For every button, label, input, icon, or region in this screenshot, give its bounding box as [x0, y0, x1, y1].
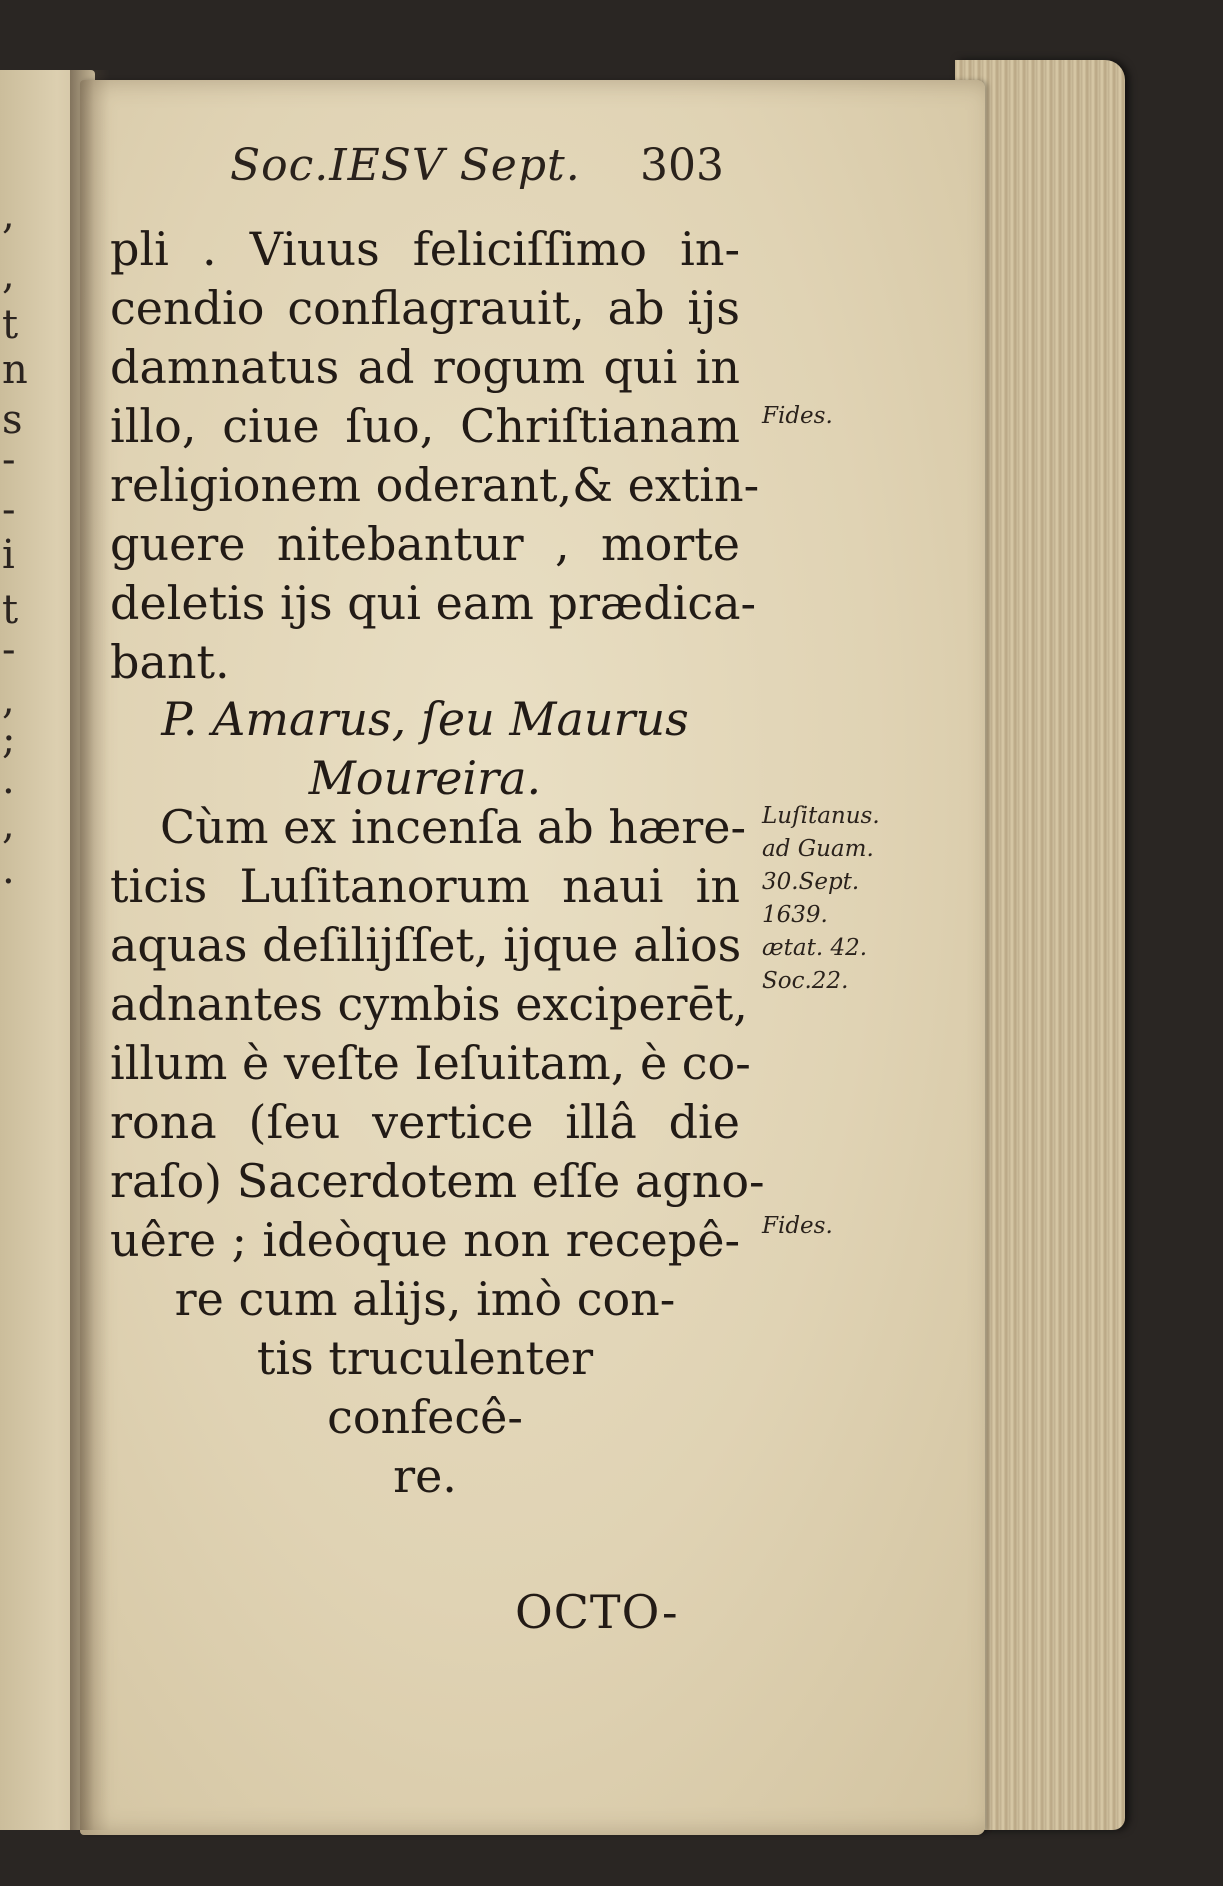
text-line: rona (ſeu vertice illâ die [110, 1095, 740, 1149]
margin-note-fides: Fides. [762, 1213, 833, 1239]
text-line: damnatus ad rogum qui in [110, 340, 740, 394]
facing-glyph: . [2, 847, 15, 893]
text-line: adnantes cymbis exciperēt, [110, 977, 748, 1031]
text-line: religionem oderant,& extin- [110, 458, 760, 512]
text-line: pli . Viuus feliciſſimo in- [110, 222, 740, 276]
text-line: confecê- [327, 1390, 523, 1444]
facing-glyph: s [2, 397, 23, 443]
text-line: cendio conflagrauit, ab ijs [110, 281, 740, 335]
page-number: 303 [640, 140, 724, 191]
text-line: aquas deſilijſſet, ijque alios [110, 918, 742, 972]
heading-line: Moureira. [308, 751, 542, 805]
entry-heading [110, 690, 740, 808]
margin-note-line: ætat. 42. [762, 935, 868, 961]
facing-glyph: , [2, 252, 15, 298]
text-line: re cum alijs, imò con- [174, 1272, 676, 1326]
facing-glyph: , [2, 192, 15, 238]
body-paragraph [110, 220, 760, 692]
catchword: OCTO- [515, 1585, 679, 1639]
margin-note-line: Soc.22. [762, 968, 849, 994]
text-line: bant. [110, 635, 230, 689]
facing-glyph: t [2, 302, 19, 348]
margin-note-line: 1639. [762, 902, 828, 928]
facing-glyph: - [2, 627, 16, 673]
facing-glyph: - [2, 437, 16, 483]
running-header [150, 140, 750, 200]
facing-glyph: i [2, 532, 15, 578]
entry-paragraph [110, 798, 765, 1506]
facing-glyph: , [2, 802, 15, 848]
text-line: illum è veſte Ieſuitam, è co- [110, 1036, 751, 1090]
text-line: re. [393, 1449, 457, 1503]
facing-glyph: . [2, 757, 15, 803]
text-line: guere nitebantur , morte [110, 517, 740, 571]
facing-glyph: n [2, 347, 28, 393]
facing-glyph: t [2, 587, 19, 633]
margin-note-line: Luſitanus. [762, 803, 880, 829]
margin-note-lusitanus [762, 800, 880, 998]
running-title: Soc.IESV Sept. [230, 140, 581, 191]
margin-note-fides: Fides. [762, 403, 833, 429]
text-line: illo, ciue ſuo, Chriſtianam [110, 399, 740, 453]
text-line: raſo) Sacerdotem eſſe agno- [110, 1154, 765, 1208]
margin-note-line: 30.Sept. [762, 869, 860, 895]
text-line: tis truculenter [256, 1331, 594, 1385]
text-line: ticis Luſitanorum naui in [110, 859, 740, 913]
text-line: uêre ; ideòque non recepê- [110, 1213, 740, 1267]
margin-note-line: ad Guam. [762, 836, 874, 862]
facing-glyph: , [2, 677, 15, 723]
gutter-shadow [70, 70, 110, 1830]
heading-line: P. Amarus, ſeu Maurus [161, 692, 689, 746]
facing-glyph: - [2, 487, 16, 533]
text-line: deletis ijs qui eam prædica- [110, 576, 757, 630]
facing-glyph: ; [2, 717, 16, 763]
text-line: Cùm ex incenſa ab hære- [160, 800, 746, 854]
